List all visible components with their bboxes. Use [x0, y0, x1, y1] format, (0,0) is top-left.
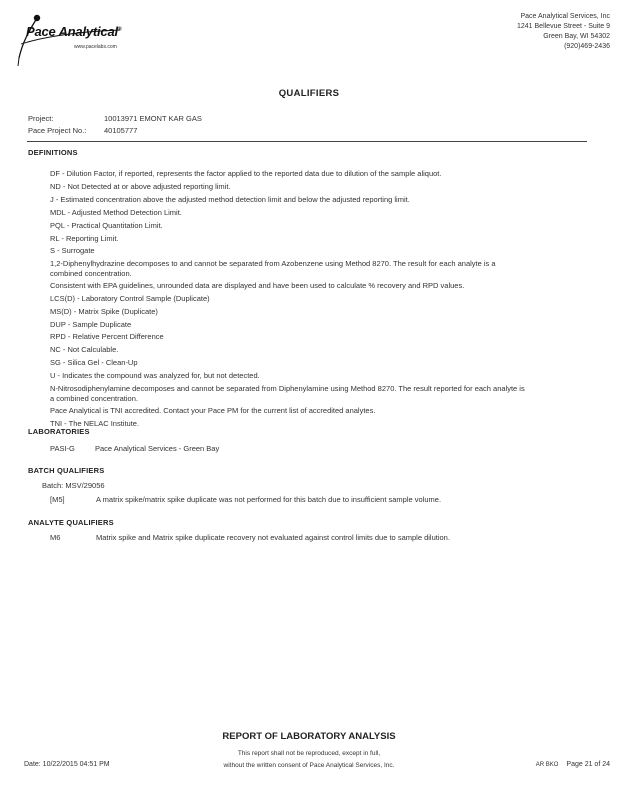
batch-qualifiers-heading: BATCH QUALIFIERS: [28, 466, 105, 475]
definition-item: DUP - Sample Duplicate: [50, 319, 132, 329]
definition-item: U - Indicates the compound was analyzed for, but not detected.: [50, 371, 260, 381]
laboratory-row: [50, 444, 219, 453]
definition-item: SG - Silica Gel - Clean-Up: [50, 358, 138, 368]
definition-item: Consistent with EPA guidelines, unrounded data are displayed and have been used to calculate % recovery and RPD values.: [50, 280, 465, 290]
batch-qualifier-row: [50, 495, 441, 504]
definitions-list: [50, 168, 530, 430]
definition-item: 1,2-Diphenylhydrazine decomposes to and cannot be separated from Azobenzene using Method 8270. The result for each analyte is a combined concentration.: [50, 259, 496, 278]
analyte-qualifier-text: Matrix spike and Matrix spike duplicate recovery not evaluated against control limits due to sample dilution.: [96, 533, 450, 542]
definitions-heading: DEFINITIONS: [28, 148, 78, 157]
laboratories-heading: LABORATORIES: [28, 427, 90, 436]
definition-item: RL - Reporting Limit.: [50, 233, 119, 243]
definition-item: DF - Dilution Factor, if reported, represents the factor applied to the reported data due to dilution of the sample aliquot.: [50, 169, 442, 178]
footer-note-line: This report shall not be reproduced, except in full,: [237, 750, 381, 757]
definition-item: S - Surrogate: [50, 246, 95, 256]
logo-url: www.pacelabs.com: [74, 44, 117, 50]
address-line: Pace Analytical Services, Inc: [520, 13, 610, 20]
definition-item: TNI - The NELAC Institute.: [50, 418, 140, 428]
page-title: QUALIFIERS: [278, 88, 340, 99]
project-number-row: [28, 126, 137, 135]
definition-item: N-Nitrosodiphenylamine decomposes and cannot be separated from Diphenylamine using Method 8270. The result reported for each analyte is a combined concentration.: [50, 384, 525, 403]
project-number-value: 40105777: [104, 126, 138, 135]
definition-item: ND - Not Detected at or above adjusted reporting limit.: [50, 181, 231, 191]
page-number: Page 21 of 24: [566, 761, 610, 768]
definition-item: LCS(D) - Laboratory Control Sample (Duplicate): [50, 293, 210, 303]
definition-item: MDL - Adjusted Method Detection Limit.: [50, 207, 182, 217]
project-label: Project:: [28, 114, 54, 123]
address-line: Green Bay, WI 54302: [543, 33, 610, 40]
analyte-qualifier-code: M6: [50, 533, 61, 542]
batch-qualifier-text: A matrix spike/matrix spike duplicate was not performed for this batch due to insufficient sample volume.: [96, 495, 442, 504]
laboratory-code: PASI-G: [50, 444, 75, 453]
project-value: 10013971 EMONT KAR GAS: [104, 114, 202, 123]
footer-initials: AR BKO: [535, 762, 559, 768]
definition-item: MS(D) - Matrix Spike (Duplicate): [50, 306, 158, 316]
lab-address: [390, 12, 610, 52]
definition-item: NC - Not Calculable.: [50, 345, 119, 355]
footer-date: Date: 10/22/2015 04:51 PM: [24, 761, 110, 768]
definition-item: RPD - Relative Percent Difference: [50, 332, 164, 342]
batch-qualifier-code: [M5]: [50, 495, 65, 504]
analyte-qualifier-row: [50, 533, 450, 542]
batch-label: Batch: MSV/29056: [42, 481, 105, 490]
footer-page-info: [536, 761, 610, 768]
definition-item: Pace Analytical is TNI accredited. Contact your Pace PM for the current list of accredited analytes.: [50, 405, 376, 415]
address-line: 1241 Bellevue Street - Suite 9: [516, 23, 610, 30]
definition-item: PQL - Practical Quantitation Limit.: [50, 220, 163, 230]
analyte-qualifiers-heading: ANALYTE QUALIFIERS: [28, 518, 114, 527]
footer-title: REPORT OF LABORATORY ANALYSIS: [222, 731, 396, 742]
definition-item: J - Estimated concentration above the adjusted method detection limit and below the adjusted reporting limit.: [50, 194, 410, 204]
address-line: (920)469-2436: [564, 43, 610, 50]
footer-note-line: without the written consent of Pace Analytical Services, Inc.: [223, 762, 395, 769]
project-number-label: Pace Project No.:: [28, 126, 87, 135]
laboratory-name: Pace Analytical Services - Green Bay: [95, 444, 220, 453]
footer-note: [0, 748, 618, 772]
project-row: [28, 114, 202, 123]
header-divider: [27, 141, 587, 142]
logo-text: Pace Analytical®: [26, 24, 122, 39]
